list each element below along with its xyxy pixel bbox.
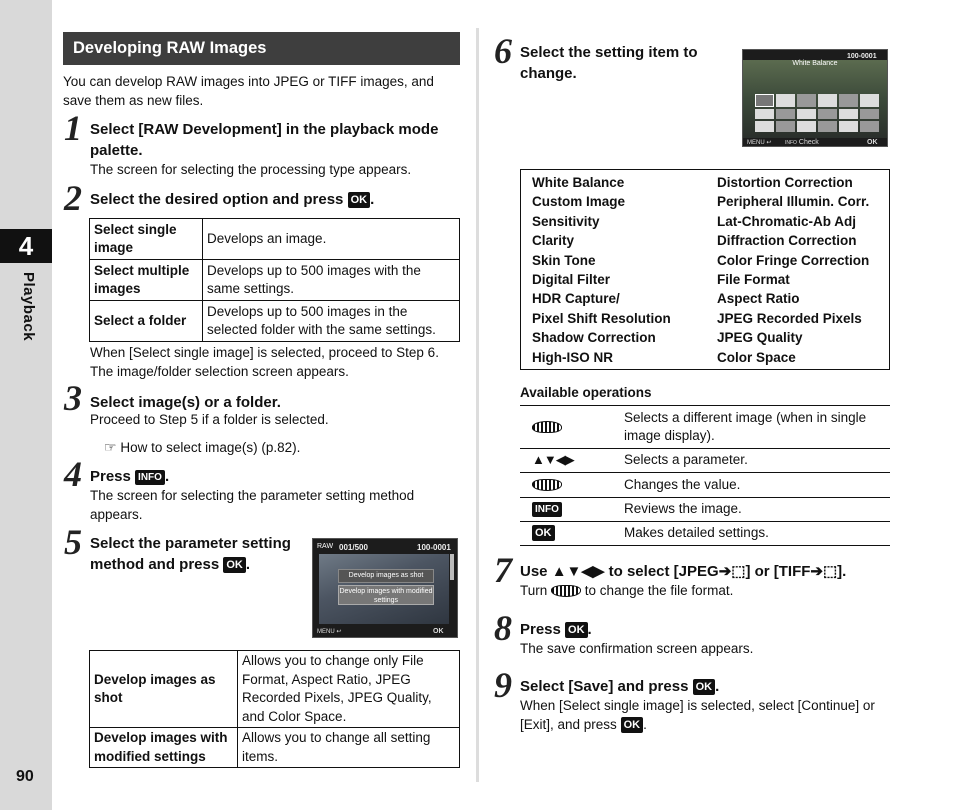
option-table [89,218,460,342]
pointing-hand-icon: ☞ [104,439,117,455]
option-key: Select single image [90,219,203,260]
operation-desc: Makes detailed settings. [620,522,890,546]
screen-file-number: 100-0001 [417,543,451,552]
setting-tile[interactable] [860,94,879,107]
step-3-title: Select image(s) or a folder. [90,394,281,411]
step-7-body: Turn to change the file format. [520,583,734,598]
setting-tile[interactable] [797,94,816,107]
option-key: Select multiple images [90,260,203,301]
setting-tile[interactable] [839,109,858,120]
step-4-number: 4 [64,454,82,494]
raw-icon: RAW [317,543,334,550]
info-key-icon: INFO [532,502,562,517]
setting-item: Color Space [717,349,796,365]
step-6-title: Select the setting item to change. [520,44,698,82]
method-option-modified[interactable]: Develop images with modified settings [338,585,434,605]
table-row [520,449,890,473]
four-way-arrows-icon: ▲▼◀▶ [532,452,574,468]
table-row [520,522,890,546]
menu-back-hint: MENU ↩ [747,140,772,146]
setting-tile[interactable] [860,121,879,132]
step-8-title: Press OK . [520,621,592,638]
setting-tile[interactable] [776,94,795,107]
step-2-note-1: When [Select single image] is selected, proceed to Step 6. [90,345,439,360]
setting-tile[interactable] [818,94,837,107]
step-9-number: 9 [494,665,512,705]
step-6-number: 6 [494,31,512,71]
scrollbar [450,554,454,580]
option-desc: Develops up to 500 images with the same settings. [203,260,460,301]
setting-tile[interactable] [818,121,837,132]
setting-item: JPEG Recorded Pixels [717,310,862,326]
method-table [89,650,460,768]
front-dial-icon [532,479,562,491]
method-desc: Allows you to change only File Format, Aspect Ratio, JPEG Recorded Pixels, JPEG Quality, and Color Space. [238,651,460,728]
ok-hint: OK [867,139,878,146]
step-7-number: 7 [494,550,512,590]
step-3-body: Proceed to Step 5 if a folder is selected. [90,412,329,427]
setting-item: Digital Filter [532,272,611,288]
step-1-body: The screen for selecting the processing type appears. [90,162,412,177]
ok-key-icon: OK [565,622,588,638]
ok-key-icon: OK [223,557,246,573]
setting-item: Lat-Chromatic-Ab Adj [717,213,856,229]
method-key: Develop images with modified settings [90,728,238,768]
step-8-number: 8 [494,608,512,648]
setting-item: HDR Capture/ [532,291,620,307]
setting-tile[interactable] [776,121,795,132]
operation-desc: Selects a different image (when in single image display). [620,406,890,449]
intro-text: You can develop RAW images into JPEG or TIFF images, and save them as new files. [63,74,434,108]
info-check-hint: INFO Check [785,139,819,146]
operations-heading: Available operations [520,385,652,400]
info-key-icon: INFO [135,470,165,485]
operation-desc: Reviews the image. [620,498,890,522]
setting-tile[interactable] [797,121,816,132]
setting-item: White Balance [532,175,625,190]
method-option-shot[interactable]: Develop images as shot [338,569,434,583]
camera-screen-settings [742,49,888,147]
step-3-ref: ☞ How to select image(s) (p.82). [104,439,301,455]
chapter-label: Playback [20,272,37,342]
table-row [520,498,890,522]
ok-key-icon: OK [693,679,716,695]
option-desc: Develops an image. [203,219,460,260]
step-8-body: The save confirmation screen appears. [520,641,754,656]
ok-hint: OK [433,628,444,635]
camera-screen-method [312,538,458,638]
settings-title: White Balance [792,60,838,67]
menu-back-hint: MENU ↩ [317,629,342,635]
step-4-body: The screen for selecting the parameter setting method appears. [90,488,415,522]
table-row [520,406,890,449]
step-1-title: Select [RAW Development] in the playback mode palette. [90,121,439,159]
step-5-number: 5 [64,522,82,562]
setting-item: JPEG Quality [717,330,803,346]
four-way-arrows-icon: ▲▼◀▶ [551,563,605,580]
ok-key-icon: OK [532,525,555,541]
setting-tile[interactable] [755,109,774,120]
step-1-number: 1 [64,108,82,148]
table-row [90,260,460,301]
setting-items-list [532,173,902,367]
setting-tile[interactable] [755,94,774,107]
column-divider [476,28,479,782]
method-key: Develop images as shot [90,651,238,728]
ok-key-icon: OK [621,717,644,733]
table-row [90,301,460,342]
table-row [90,651,460,728]
setting-item: Skin Tone [532,252,596,268]
step-5-title: Select the parameter setting method and press OK . [90,535,291,573]
step-2-title: Select the desired option and press OK . [90,191,375,208]
setting-tile[interactable] [797,109,816,120]
setting-item: Peripheral Illumin. Corr. [717,194,870,210]
setting-item: High-ISO NR [532,349,613,365]
operations-table [520,405,890,546]
screen-counter: 001/500 [339,543,368,552]
method-desc: Allows you to change all setting items. [238,728,460,768]
setting-item: Distortion Correction [717,175,853,190]
setting-tile[interactable] [776,109,795,120]
setting-item: Pixel Shift Resolution [532,310,671,326]
save-format-icon: ➔⬚ [810,563,838,580]
setting-item: Color Fringe Correction [717,252,870,268]
ok-key-icon: OK [348,192,371,208]
settings-grid[interactable] [755,94,879,132]
table-row [520,473,890,498]
rear-dial-icon [532,421,562,433]
operation-desc: Changes the value. [620,473,890,498]
table-row [90,728,460,768]
setting-item: Custom Image [532,194,626,210]
operation-desc: Selects a parameter. [620,449,890,473]
step-4-title: Press INFO . [90,468,170,485]
setting-tile[interactable] [860,109,879,120]
table-row [90,219,460,260]
setting-item: Shadow Correction [532,330,656,346]
setting-item: Aspect Ratio [717,291,800,307]
setting-tile[interactable] [839,121,858,132]
step-7-title: Use ▲▼◀▶ to select [JPEG➔⬚] or [TIFF➔⬚]. [520,563,847,580]
front-dial-icon [551,585,581,597]
chapter-number: 4 [0,229,52,263]
option-desc: Develops up to 500 images in the selected folder with the same settings. [203,301,460,342]
step-2-number: 2 [64,178,82,218]
option-key: Select a folder [90,301,203,342]
save-format-icon: ➔⬚ [718,563,746,580]
setting-tile[interactable] [818,109,837,120]
page-number: 90 [16,768,34,785]
setting-item: Clarity [532,233,575,249]
setting-item: Sensitivity [532,213,600,229]
setting-tile[interactable] [755,121,774,132]
setting-tile[interactable] [839,94,858,107]
step-9-body: When [Select single image] is selected, select [Continue] or [Exit], and press OK . [520,698,875,732]
step-2-note-2: The image/folder selection screen appears. [90,364,349,379]
step-9-title: Select [Save] and press OK . [520,678,720,695]
step-3-number: 3 [64,378,82,418]
screen-file-number: 100-0001 [847,53,877,60]
setting-item: File Format [717,272,790,288]
setting-item: Diffraction Correction [717,233,857,249]
chapter-sidebar [0,0,52,810]
section-title: Developing RAW Images [63,32,460,65]
